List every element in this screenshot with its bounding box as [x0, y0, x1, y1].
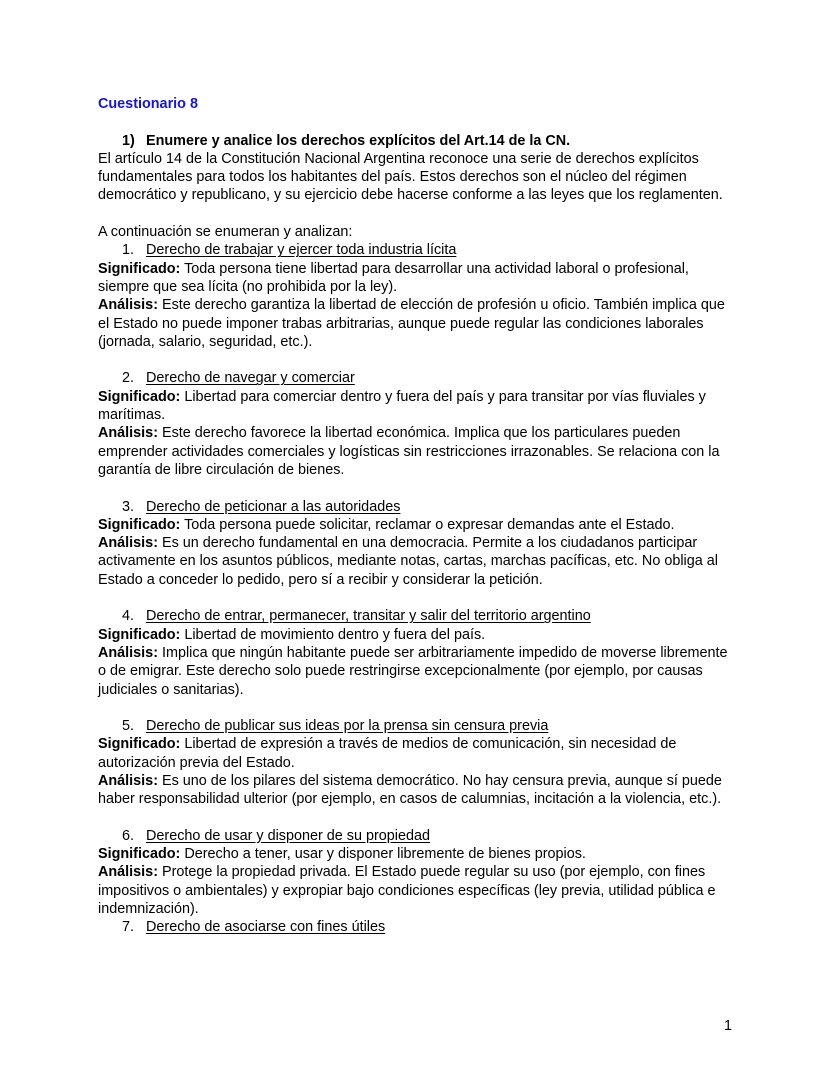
- item-meaning: [98, 735, 738, 772]
- analysis-text: Este derecho favorece la libertad económica. Implica que los particulares pueden emprender actividades comerciales y logísticas sin restricciones irrazonables. Se relaciona con la garantía de libre circulación de bienes.: [98, 425, 720, 478]
- meaning-text: Toda persona tiene libertad para desarrollar una actividad laboral o profesional, siempre que sea lícita (no prohibida por la ley).: [98, 260, 689, 295]
- meaning-text: Derecho a tener, usar y disponer libremente de bienes propios.: [184, 846, 586, 863]
- meaning-label: Significado:: [98, 388, 181, 405]
- analysis-label: Análisis:: [98, 644, 158, 661]
- item-meaning: [98, 845, 738, 863]
- meaning-label: Significado:: [98, 626, 181, 643]
- item-analysis: [98, 644, 738, 699]
- item-analysis: [98, 296, 738, 351]
- item-title: Derecho de trabajar y ejercer toda industria lícita: [146, 242, 457, 259]
- item-number: 6.: [122, 827, 135, 844]
- question-heading: [98, 132, 738, 150]
- meaning-label: Significado:: [98, 736, 181, 753]
- item-number: 5.: [122, 718, 135, 735]
- analysis-text: Es un derecho fundamental en una democracia. Permite a los ciudadanos participar activamente en los asuntos públicos, mediante notas, cartas, marchas pacíficas, etc. No obliga al Estado a conceder lo pedido, pero sí a recibir y considerar la petición.: [98, 535, 718, 588]
- item-analysis: [98, 424, 738, 479]
- item-number: 1.: [122, 242, 135, 259]
- item-analysis: [98, 534, 738, 589]
- item-analysis: [98, 863, 738, 918]
- meaning-text: Libertad para comerciar dentro y fuera del país y para transitar por vías fluviales y marítimas.: [98, 388, 706, 424]
- list-intro: A continuación se enumeran y analizan:: [98, 224, 353, 241]
- item-heading: [98, 498, 738, 516]
- intro-paragraph: El artículo 14 de la Constitución Nacional Argentina reconoce una serie de derechos explícitos fundamentales para todos los habitantes del país. Estos derechos son el núcleo del régimen democrático y republicano, y su ejercicio debe hacerse conforme a las leyes que los reglamenten.: [98, 150, 723, 204]
- item-heading: [98, 827, 738, 845]
- meaning-text: Libertad de movimiento dentro y fuera del país.: [184, 626, 486, 643]
- meaning-label: Significado:: [98, 846, 181, 863]
- meaning-label: Significado:: [98, 260, 181, 277]
- page-number: 1: [723, 1018, 732, 1034]
- document-title: Cuestionario 8: [98, 96, 198, 112]
- analysis-text: Es uno de los pilares del sistema democrático. No hay censura previa, aunque sí puede haber responsabilidad ulterior (por ejemplo, en casos de calumnias, incitación a la violencia, etc.).: [98, 772, 722, 808]
- item-number: 3.: [122, 498, 135, 515]
- item-number: 4.: [122, 608, 135, 625]
- analysis-label: Análisis:: [98, 297, 158, 314]
- item-title: Derecho de navegar y comerciar: [146, 370, 355, 387]
- analysis-label: Análisis:: [98, 864, 158, 881]
- item-title: Derecho de asociarse con fines útiles: [146, 919, 386, 936]
- analysis-label: Análisis:: [98, 535, 158, 552]
- analysis-label: Análisis:: [98, 425, 158, 442]
- meaning-text: Libertad de expresión a través de medios de comunicación, sin necesidad de autorización previa del Estado.: [98, 736, 677, 771]
- item-meaning: [98, 516, 738, 534]
- item-heading: [98, 918, 738, 936]
- item-title: Derecho de peticionar a las autoridades: [146, 498, 401, 515]
- analysis-text: Implica que ningún habitante puede ser arbitrariamente impedido de moverse libremente o de emigrar. Este derecho solo puede restringirse excepcionalmente (por ejemplo, por causas judiciales o sanitarias).: [98, 644, 728, 698]
- item-heading: [98, 241, 738, 259]
- item-heading: [98, 369, 738, 387]
- meaning-text: Toda persona puede solicitar, reclamar o expresar demandas ante el Estado.: [184, 516, 675, 533]
- question-number: 1): [122, 132, 135, 149]
- meaning-label: Significado:: [98, 516, 181, 533]
- item-title: Derecho de publicar sus ideas por la prensa sin censura previa: [146, 718, 549, 735]
- analysis-text: Este derecho garantiza la libertad de elección de profesión u oficio. También implica que el Estado no puede imponer trabas arbitrarias, aunque puede regular las condiciones laborales (jornada, salario, seguridad, etc.).: [98, 297, 725, 350]
- analysis-label: Análisis:: [98, 772, 158, 789]
- item-title: Derecho de entrar, permanecer, transitar y salir del territorio argentino: [146, 608, 591, 625]
- item-meaning: [98, 388, 738, 425]
- item-heading: [98, 717, 738, 735]
- document-body: [98, 95, 738, 937]
- question-text: Enumere y analice los derechos explícitos del Art.14 de la CN.: [146, 132, 571, 149]
- item-meaning: [98, 260, 738, 297]
- analysis-text: Protege la propiedad privada. El Estado puede regular su uso (por ejemplo, con fines impositivos o ambientales) y expropiar bajo condiciones específicas (ley previa, utilidad pública e indemnización).: [98, 864, 716, 918]
- item-title: Derecho de usar y disponer de su propiedad: [146, 827, 430, 844]
- item-heading: [98, 607, 738, 625]
- item-meaning: [98, 626, 738, 644]
- item-number: 2.: [122, 370, 135, 387]
- item-number: 7.: [122, 919, 135, 936]
- item-analysis: [98, 772, 738, 809]
